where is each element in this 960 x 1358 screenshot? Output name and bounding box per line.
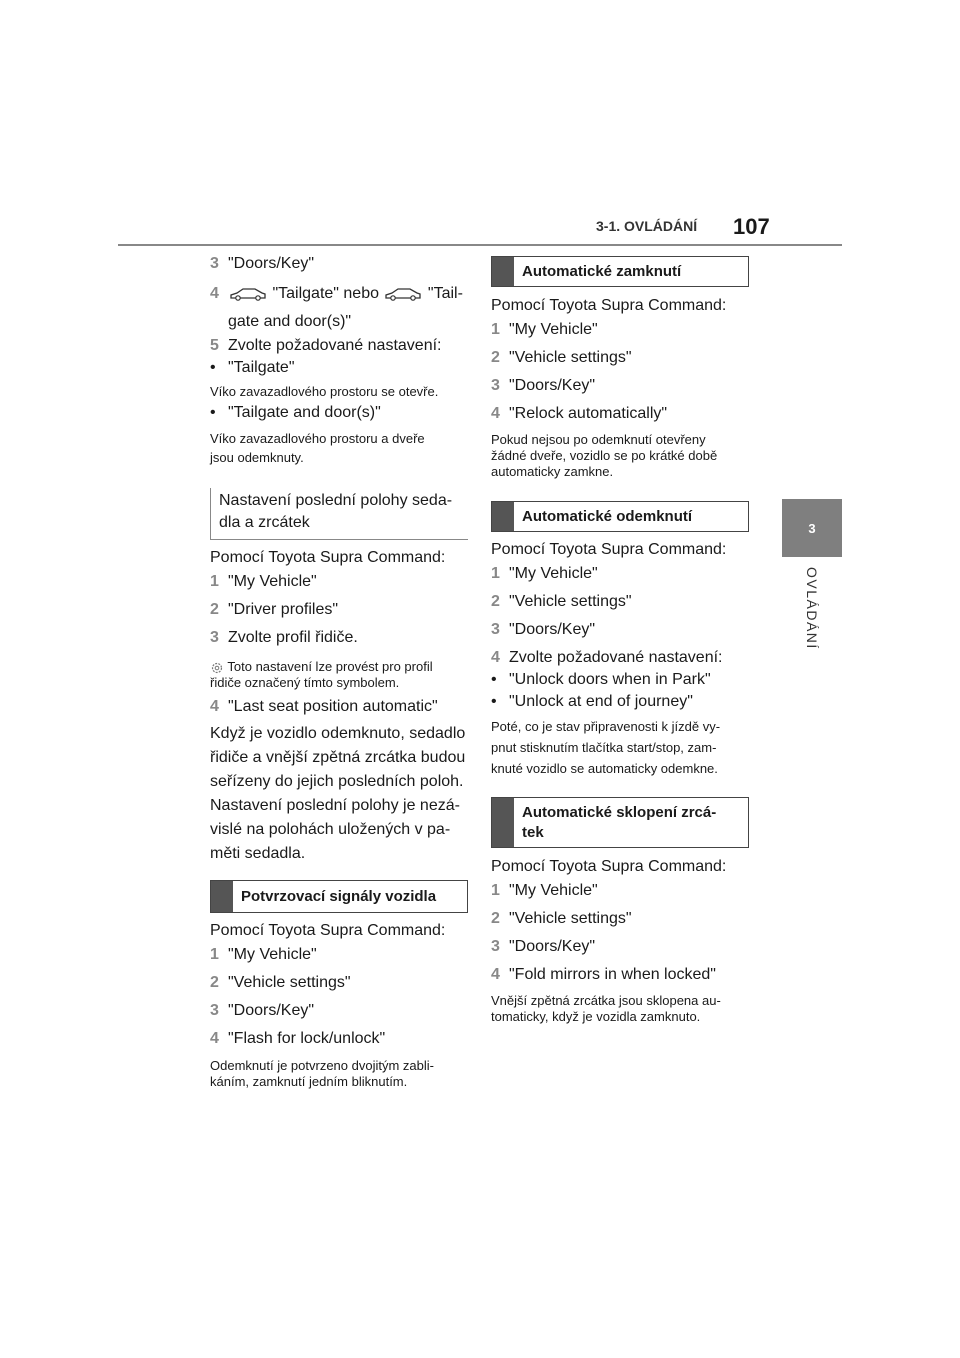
lock-steps [491,319,753,425]
seat-steps [210,571,468,649]
mirror-note [491,993,753,1025]
step-text: "Doors/Key" [509,938,596,955]
step-number: 3 [491,621,500,638]
step-text: Zvolte profil řidiče. [228,629,358,646]
note-line: Vnější zpětná zrcátka jsou sklopena au- [491,993,721,1008]
step-number: 3 [491,377,500,394]
step-number: 4 [491,966,500,983]
paragraph-line: seřízeny do jejich posledních poloh. [210,773,464,790]
unlock-bullets [491,669,753,712]
bullet-text: "Unlock at end of journey" [509,693,693,710]
note-line: Víko zavazadlového prostoru a dveře [210,431,425,446]
step-number: 1 [491,321,500,338]
step [210,627,468,649]
intro-text: Pomocí Toyota Supra Command: [210,549,446,566]
step-text: "Vehicle settings" [228,974,351,991]
step-number: 3 [210,629,219,646]
chapter-tab[interactable]: 3 [782,499,842,557]
bullet: • "Unlock at end of journey" [491,693,693,710]
step-tailgate [210,282,472,334]
bullet-tailgate-doors: • "Tailgate and door(s)" [210,404,381,421]
step-number: 1 [491,565,500,582]
step-text: "Fold mirrors in when locked" [509,966,716,983]
step [210,599,468,621]
step [491,936,753,958]
step-number: 3 [210,255,219,272]
step [491,591,753,613]
step-text: "Vehicle settings" [509,593,632,610]
header-divider [118,244,842,246]
step-text: "Driver profiles" [228,601,339,618]
note-line: žádné dveře, vozidlo se po krátké době [491,448,718,463]
step [491,619,753,641]
note-line: jsou odemknuty. [210,450,304,465]
step [210,972,468,994]
step-text: Zvolte požadované nastavení: [228,337,442,354]
step-text: "My Vehicle" [228,946,317,963]
paragraph-line: řidiče a vnější zpětná zrcátka budou [210,749,466,766]
step [491,647,753,669]
step-last-seat [210,696,472,718]
step-number: 4 [491,649,500,666]
note-line: automaticky zamkne. [491,464,614,479]
signal-note [210,1058,472,1090]
step [491,908,753,930]
paragraph-line: vislé na polohách uložených v pa- [210,821,451,838]
heading-line: dla a zrcátek [219,514,310,531]
step-text: "Doors/Key" [509,621,596,638]
heading-bar [492,257,514,286]
car-tailgate-door-icon [383,286,423,302]
step-text: "Last seat position automatic" [228,698,438,715]
step [491,375,753,397]
step-text: "Vehicle settings" [509,349,632,366]
heading-text [514,803,724,843]
note-line: káním, zamknutí jedním bliknutím. [210,1074,408,1089]
section-heading-mirrors [491,797,749,848]
bullet-note: Víko zavazadlového prostoru se otevře. [210,384,439,399]
intro-text: Pomocí Toyota Supra Command: [491,858,727,875]
step-number: 2 [210,974,219,991]
heading-text: Automatické zamknutí [522,262,682,280]
intro-text: Pomocí Toyota Supra Command: [491,297,727,314]
unlock-note [491,716,753,779]
step-number: 4 [491,405,500,422]
bullet-text: "Unlock doors when in Park" [509,671,711,688]
step-text: "Doors/Key" [228,1002,315,1019]
step-text-tailgate-door: "Tail- [427,285,463,302]
note-line: řidiče označený tímto symbolem. [210,675,400,690]
step [491,319,753,341]
step-number: 1 [210,946,219,963]
heading-text: Automatické odemknutí [522,507,693,525]
note-line: pnut stisknutím tlačítka start/stop, zam- [491,740,717,755]
step-text-cont: gate and door(s)" [228,313,352,330]
mirror-steps [491,880,753,986]
step-number: 4 [210,1030,219,1047]
intro-text: Pomocí Toyota Supra Command: [491,541,727,558]
step-text: "My Vehicle" [228,573,317,590]
section-title: 3-1. OVLÁDÁNÍ [596,218,698,234]
step-text: "My Vehicle" [509,321,598,338]
step-number: 1 [210,573,219,590]
lock-note [491,432,753,480]
intro-text: Pomocí Toyota Supra Command: [210,922,446,939]
step [491,880,753,902]
heading-text: Potvrzovací signály vozidla [241,887,437,905]
step [491,347,753,369]
page-number: 107 [733,214,770,239]
step-text-tailgate: "Tailgate" nebo [272,285,379,302]
heading-bar [211,881,233,912]
signal-steps [210,944,468,1050]
note-line: Poté, co je stav připravenosti k jízdě vy- [491,719,721,734]
note-line: knuté vozidlo se automaticky odemkne. [491,761,718,776]
step-text: "Doors/Key" [228,255,315,272]
step-text: "My Vehicle" [509,565,598,582]
car-tailgate-icon [228,286,268,302]
paragraph-line: měti sedadla. [210,845,306,862]
step-number: 3 [210,1002,219,1019]
step-number: 1 [491,882,500,899]
step-number: 5 [210,337,219,354]
step [210,1028,468,1050]
paragraph [210,794,472,866]
paragraph-line: Nastavení poslední polohy je nezá- [210,797,460,814]
gear-icon [210,661,224,675]
paragraph-line: Když je vozidlo odemknuto, sedadlo [210,725,466,742]
step-number: 2 [491,593,500,610]
step-text: "Doors/Key" [509,377,596,394]
step [210,571,468,593]
note-line: tomaticky, když je vozidla zamknuto. [491,1009,701,1024]
chapter-tab-label: OVLÁDÁNÍ [804,567,820,650]
step-number: 2 [491,910,500,927]
unlock-steps [491,563,753,669]
section-heading-seat [210,488,468,540]
step-number: 3 [491,938,500,955]
section-heading-signals [210,880,468,913]
note-line: Odemknutí je potvrzeno dvojitým zabli- [210,1058,434,1073]
step-number: 2 [210,601,219,618]
gear-note [210,659,472,691]
bullet-note [210,429,425,467]
step [491,964,753,986]
step-doors-key [210,253,468,275]
step [210,1000,468,1022]
heading-bar [492,502,514,531]
heading-bar [492,798,514,847]
paragraph [210,722,472,794]
heading-line: Automatické sklopení zrcá- [522,803,717,821]
note-line: Pokud nejsou po odemknutí otevřeny [491,432,706,447]
bullet-text: "Tailgate" [228,359,295,376]
step-number: 2 [491,349,500,366]
bullet-text: "Tailgate and door(s)" [228,404,381,421]
step [491,563,753,585]
heading-line: tek [522,823,544,841]
note-line: Toto nastavení lze provést pro profil [227,659,433,674]
heading-line: Nastavení poslední polohy seda- [219,492,453,509]
step-text: "Vehicle settings" [509,910,632,927]
bullet: • "Unlock doors when in Park" [491,671,711,688]
step-text: "Flash for lock/unlock" [228,1030,386,1047]
bullet-tailgate: • "Tailgate" [210,359,295,376]
step-number: 4 [210,698,219,715]
step [491,403,753,425]
step [210,944,468,966]
section-heading-auto-unlock [491,501,749,532]
step-text: "My Vehicle" [509,882,598,899]
step-text: "Relock automatically" [509,405,668,422]
step-number: 4 [210,285,219,302]
step-text: Zvolte požadované nastavení: [509,649,723,666]
section-heading-auto-lock [491,256,749,287]
step-choose-setting [210,335,468,357]
